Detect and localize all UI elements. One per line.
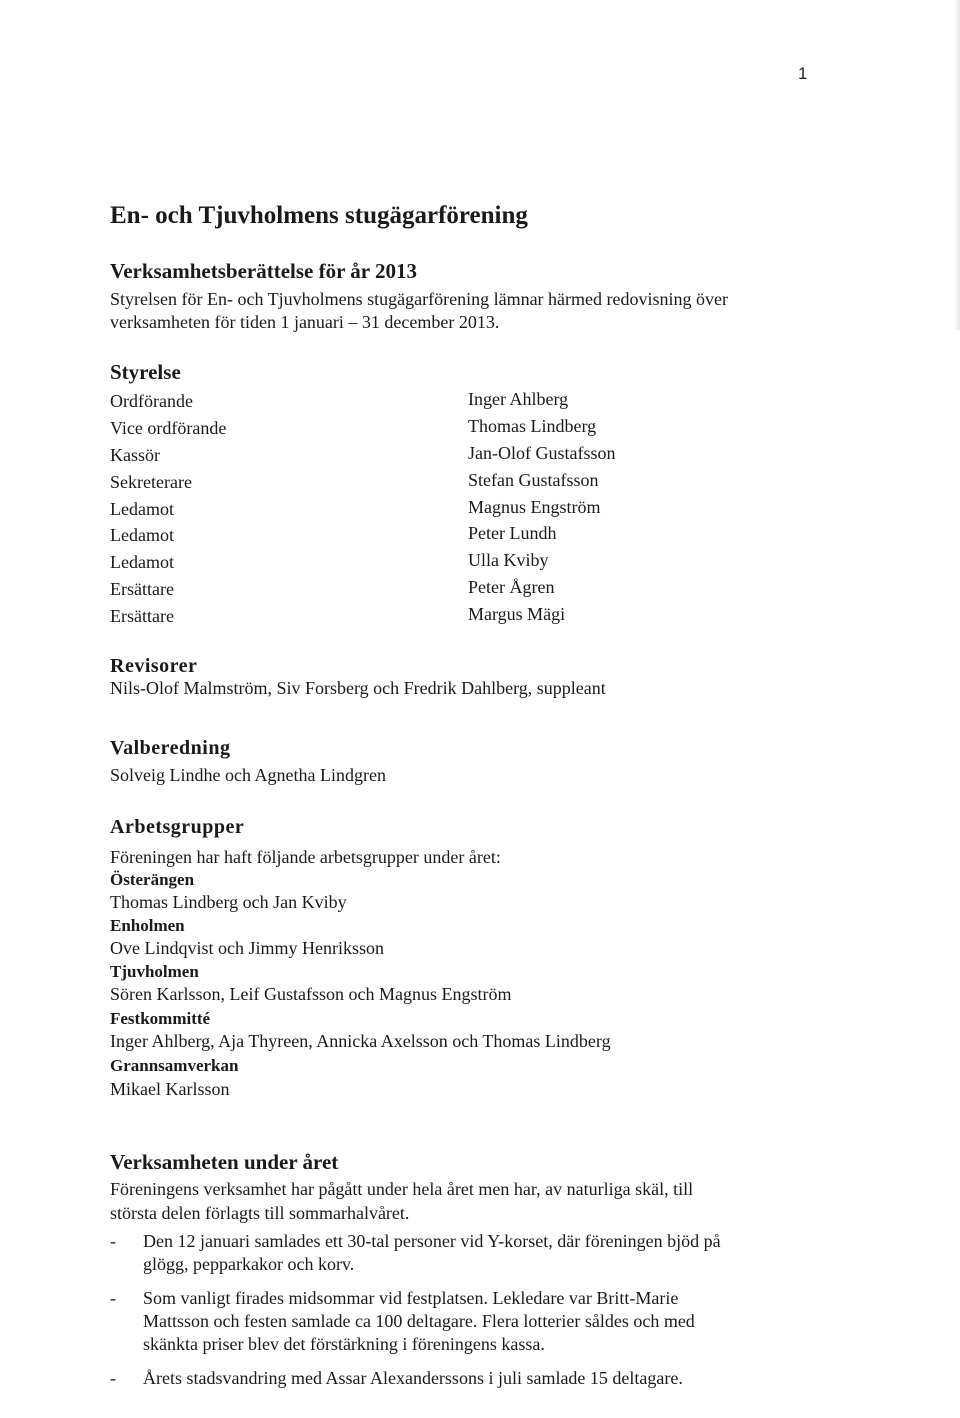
page-number: 1 xyxy=(798,64,808,83)
activities-heading: Verksamheten under året xyxy=(110,1150,339,1174)
list-item xyxy=(110,1287,833,1356)
board-role: Ersättare xyxy=(110,579,174,600)
board-member-name: Peter Lundh xyxy=(468,523,557,544)
auditors-text: Nils-Olof Malmström, Siv Forsberg och Fredrik Dahlberg, suppleant xyxy=(110,678,606,698)
activities-intro-line-2: största delen förlagts till sommarhalvåret. xyxy=(110,1203,410,1223)
board-member-name: Thomas Lindberg xyxy=(468,415,597,436)
report-intro-line-1: Styrelsen för En- och Tjuvholmens stugägarförening lämnar härmed redovisning över xyxy=(110,289,729,309)
board-member-name: Jan-Olof Gustafsson xyxy=(468,442,616,463)
nomination-text: Solveig Lindhe och Agnetha Lindgren xyxy=(110,765,386,785)
workgroup-members: Ove Lindqvist och Jimmy Henriksson xyxy=(110,938,384,958)
workgroup-name: Österängen xyxy=(110,870,195,889)
workgroup-members: Sören Karlsson, Leif Gustafsson och Magnus Engström xyxy=(110,984,512,1004)
bullet-dash: - xyxy=(110,1231,116,1251)
activities-intro-line-1: Föreningens verksamhet har pågått under hela året men har, av naturliga skäl, till xyxy=(110,1179,694,1199)
workgroup-name: Grannsamverkan xyxy=(110,1056,239,1075)
list-item-line: Som vanligt firades midsommar vid festplatsen. Lekledare var Britt-Marie xyxy=(143,1288,679,1308)
board-member-name: Stefan Gustafsson xyxy=(468,469,599,490)
list-item xyxy=(110,1367,833,1390)
workgroup-members: Thomas Lindberg och Jan Kviby xyxy=(110,892,347,912)
board-roles-column xyxy=(110,388,226,630)
nomination-heading: Valberedning xyxy=(110,737,231,759)
board-member-name: Magnus Engström xyxy=(468,496,601,517)
board-member-name: Ulla Kviby xyxy=(468,550,549,571)
board-member-name: Margus Mägi xyxy=(468,604,566,625)
bullet-dash: - xyxy=(110,1368,116,1388)
board-role: Ledamot xyxy=(110,525,174,546)
workgroups-heading: Arbetsgrupper xyxy=(110,816,245,838)
workgroup-members: Mikael Karlsson xyxy=(110,1079,230,1099)
list-item-line: Mattsson och festen samlade ca 100 deltagare. Flera lotterier såldes och med xyxy=(143,1311,695,1331)
activities-list xyxy=(110,1230,833,1401)
board-member-name: Inger Ahlberg xyxy=(468,389,569,409)
list-item-line: Den 12 januari samlades ett 30-tal personer vid Y-korset, där föreningen bjöd på xyxy=(143,1231,721,1251)
report-intro-line-2: verksamheten för tiden 1 januari – 31 december 2013. xyxy=(110,312,500,332)
workgroups-intro: Föreningen har haft följande arbetsgrupper under året: xyxy=(110,847,501,867)
board-role: Kassör xyxy=(110,444,160,465)
document-title: En- och Tjuvholmens stugägarförening xyxy=(110,202,528,229)
workgroup-members: Inger Ahlberg, Aja Thyreen, Annicka Axelsson och Thomas Lindberg xyxy=(110,1031,611,1051)
workgroup-name: Enholmen xyxy=(110,916,185,935)
report-heading: Verksamhetsberättelse för år 2013 xyxy=(110,259,417,283)
bullet-dash: - xyxy=(110,1288,116,1308)
board-names-column xyxy=(468,386,615,628)
board-member-name: Peter Ågren xyxy=(468,577,555,598)
page-edge-shadow xyxy=(954,0,960,330)
board-role: Ledamot xyxy=(110,552,174,573)
board-role: Ledamot xyxy=(110,498,174,519)
list-item-line: skänkta priser blev det förstärkning i föreningens kassa. xyxy=(143,1334,545,1354)
list-item-line: glögg, pepparkakor och korv. xyxy=(143,1254,355,1274)
list-item xyxy=(110,1230,833,1276)
list-item-line: Årets stadsvandring med Assar Alexanderssons i juli samlade 15 deltagare. xyxy=(143,1368,683,1388)
board-role: Vice ordförande xyxy=(110,417,227,438)
workgroup-name: Festkommitté xyxy=(110,1009,211,1028)
board-role: Ersättare xyxy=(110,606,174,627)
board-heading: Styrelse xyxy=(110,360,181,384)
workgroup-name: Tjuvholmen xyxy=(110,962,199,981)
auditors-heading: Revisorer xyxy=(110,655,198,677)
board-role: Ordförande xyxy=(110,391,193,411)
board-role: Sekreterare xyxy=(110,471,192,492)
